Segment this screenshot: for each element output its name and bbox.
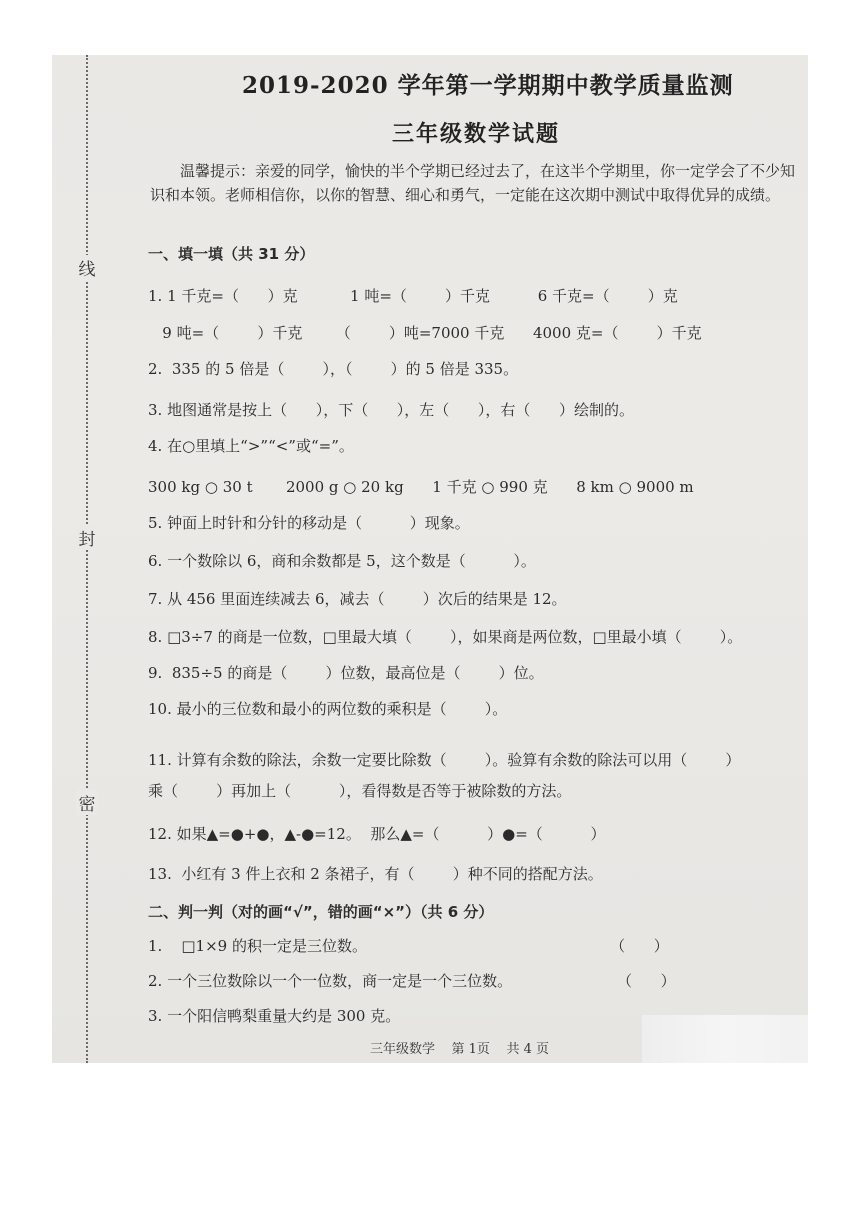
question-line: 3. 地图通常是按上（ ），下（ ），左（ ），右（ ）绘制的。 bbox=[148, 401, 635, 419]
question-line: 乘（ ）再加上（ ），看得数是否等于被除数的方法。 bbox=[148, 782, 572, 800]
question-line: 13. 小红有 3 件上衣和 2 条裙子，有（ ）种不同的搭配方法。 bbox=[148, 865, 603, 883]
question-line: 2. 335 的 5 倍是（ ），（ ）的 5 倍是 335。 bbox=[148, 360, 519, 378]
question-line: 5. 钟面上时针和分针的移动是（ ）现象。 bbox=[148, 514, 470, 532]
binding-mark-secret: 密 bbox=[76, 790, 98, 815]
exam-subtitle: 三年级数学试题 bbox=[392, 121, 561, 147]
question-line: 2. 一个三位数除以一个一位数，商一定是一个三位数。 （ ） bbox=[148, 972, 676, 990]
question-line: 300 kg ○ 30 t 2000 g ○ 20 kg 1 千克 ○ 990 克 8 km ○ 9000 m bbox=[148, 478, 694, 496]
question-line: 10. 最小的三位数和最小的两位数的乘积是（ ）。 bbox=[148, 700, 508, 718]
binding-mark-line: 线 bbox=[76, 255, 98, 280]
intro-paragraph: 温馨提示：亲爱的同学，愉快的半个学期已经过去了，在这半个学期里，你一定学会了不少知识和本领。老师相信你，以你的智慧、细心和勇气，一定能在这次期中测试中取得优异的成绩。 bbox=[150, 162, 796, 204]
question-line: 9. 835÷5 的商是（ ）位数，最高位是（ ）位。 bbox=[148, 664, 544, 682]
question-line: 3. 一个阳信鸭梨重量大约是 300 克。 bbox=[148, 1007, 401, 1025]
exam-paper-photo bbox=[52, 55, 808, 1063]
question-line: 6. 一个数除以 6，商和余数都是 5，这个数是（ ）。 bbox=[148, 552, 536, 570]
question-line: 9 吨=（ ）千克 （ ）吨=7000 千克 4000 克=（ ）千克 bbox=[148, 324, 702, 342]
page-footer: 三年级数学 第 1页 共 4 页 bbox=[370, 1042, 549, 1057]
question-line: 4. 在○里填上“>”“<”或“=”。 bbox=[148, 437, 354, 455]
question-line: 11. 计算有余数的除法，余数一定要比除数（ ）。验算有余数的除法可以用（ ） bbox=[148, 751, 741, 769]
question-line: 12. 如果▲=●+●，▲-●=12。 那么▲=（ ）●=（ ） bbox=[148, 825, 606, 843]
question-line: 7. 从 456 里面连续减去 6，减去（ ）次后的结果是 12。 bbox=[148, 590, 567, 608]
question-line: 1. □1×9 的积一定是三位数。 （ ） bbox=[148, 937, 669, 955]
binding-mark-seal: 封 bbox=[76, 525, 98, 550]
section1-heading: 一、填一填（共 31 分） bbox=[148, 245, 315, 263]
exam-title: 2019-2020 学年第一学期期中教学质量监测 bbox=[242, 72, 734, 99]
question-line: 1. 1 千克=（ ）克 1 吨=（ ）千克 6 千克=（ ）克 bbox=[148, 287, 678, 305]
binding-dotted-line bbox=[86, 55, 88, 1063]
section2-heading: 二、判一判（对的画“√”，错的画“×”）（共 6 分） bbox=[148, 903, 494, 921]
question-line: 8. □3÷7 的商是一位数，□里最大填（ ），如果商是两位数，□里最小填（ ）。 bbox=[148, 628, 743, 646]
blurred-watermark-area bbox=[642, 1015, 808, 1063]
